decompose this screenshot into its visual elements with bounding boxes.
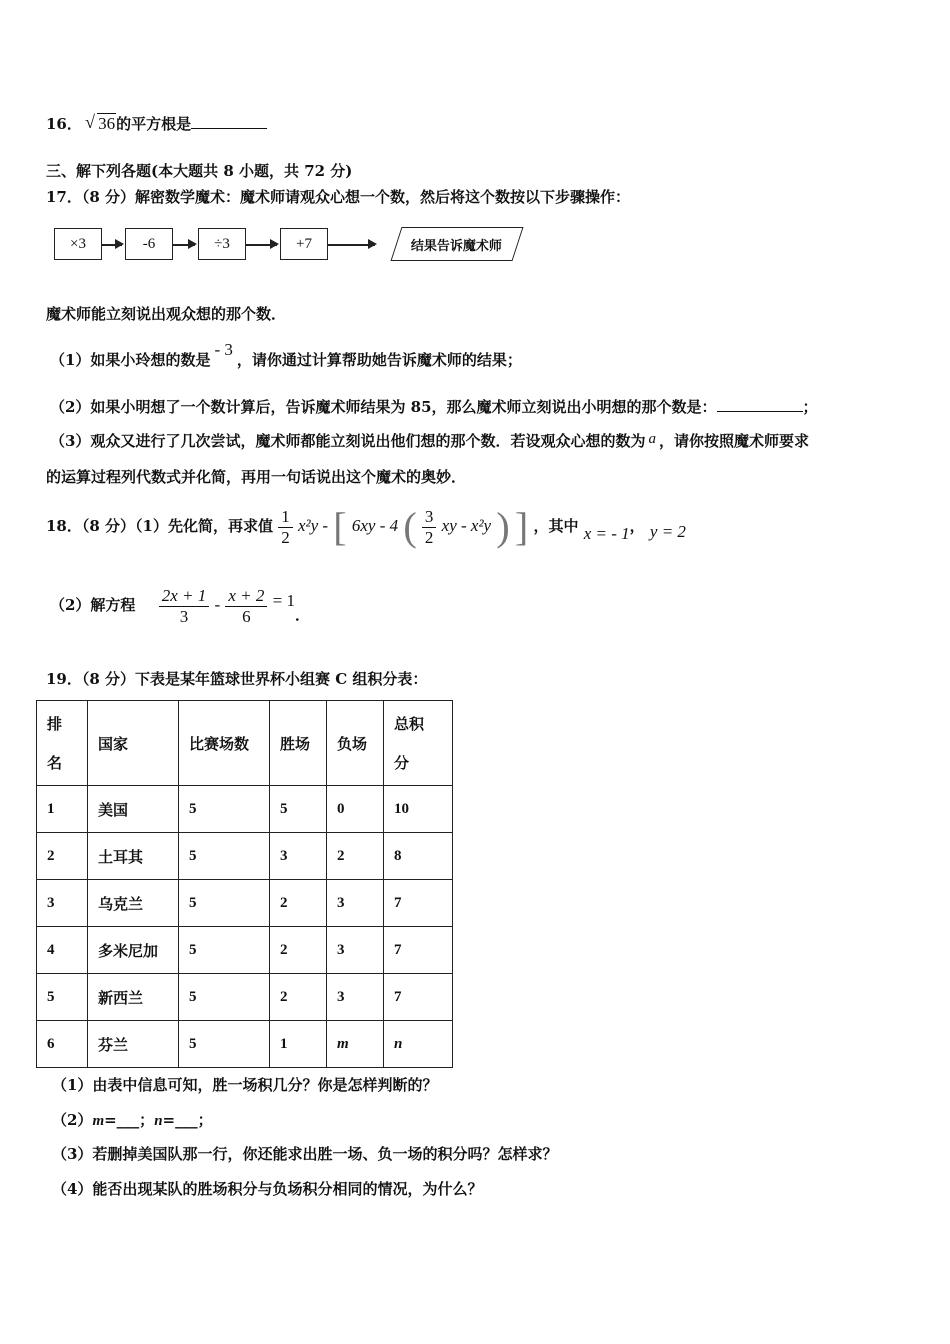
q17-part1-number: - 3: [214, 340, 233, 359]
flow-step-1: ×3: [54, 228, 102, 260]
q17-part1-text-a: （1）如果小玲想的数是: [50, 351, 211, 369]
table-header-row: [37, 701, 453, 786]
table-row: [37, 786, 453, 833]
cell-country: 芬兰: [88, 1021, 179, 1068]
eq-end: ．: [294, 606, 310, 624]
cell-games: 5: [179, 1021, 270, 1068]
eq-denominator-2: 6: [242, 606, 251, 626]
q17-part3-text-a: （3）观众又进行了几次尝试，魔术师都能立刻说出他们想的那个数．若设观众心想的数为: [50, 432, 646, 450]
table-row: [37, 927, 453, 974]
cell-rank: 6: [37, 1021, 88, 1068]
frac-32-numerator: 3: [422, 507, 437, 528]
sqrt-expression: [87, 113, 116, 135]
cell-country: 多米尼加: [88, 927, 179, 974]
flow-step-4: +7: [280, 228, 328, 260]
q17-part2: [50, 395, 818, 418]
right-bracket: ]: [514, 504, 529, 549]
q16-line: [46, 112, 267, 135]
cell-rank: 5: [37, 974, 88, 1021]
cell-games: 5: [179, 833, 270, 880]
q19-part1: （1）由表中信息可知，胜一场积几分？你是怎样判断的？: [52, 1076, 438, 1094]
q18-part2: [50, 583, 310, 627]
header-rank-line1: 排: [47, 715, 63, 733]
frac-32-denominator: 2: [424, 527, 434, 547]
header-rank: [37, 701, 88, 786]
q19-part2-m-blank: =___；: [104, 1111, 155, 1129]
q18-part1: [46, 504, 686, 549]
flow-result-label: 结果告诉魔术师: [411, 238, 503, 254]
cell-country: 新西兰: [88, 974, 179, 1021]
cell-losses: 0: [327, 786, 384, 833]
q19-part2-n-blank: =___；: [162, 1111, 213, 1129]
flow-arrow-4: [328, 244, 375, 246]
cell-losses: 3: [327, 880, 384, 927]
cell-wins: 2: [270, 927, 327, 974]
q17-part1: [50, 340, 522, 371]
cell-points: 8: [384, 833, 453, 880]
q17-part3: [50, 430, 809, 453]
eq-rhs: = 1: [272, 591, 295, 610]
cell-country: 美国: [88, 786, 179, 833]
q19-part2-n: n: [154, 1113, 163, 1129]
table-row: [37, 1021, 453, 1068]
cell-country: 乌克兰: [88, 880, 179, 927]
section3-title: 三、解下列各题(本大题共 8 小题，共 72 分): [46, 162, 353, 180]
q18-inner2: xy - x²y: [441, 516, 492, 535]
right-paren: ): [496, 504, 510, 549]
q19-part4: （4）能否出现某队的胜场积分与负场积分相同的情况，为什么？: [52, 1180, 483, 1198]
q17-part3-text-b: ，请你按照魔术师要求: [658, 432, 809, 450]
q19-part2-label: （2）: [52, 1111, 93, 1129]
cell-games: 5: [179, 786, 270, 833]
flow-arrow-2: [173, 244, 195, 246]
flow-step-2: -6: [125, 228, 173, 260]
cell-wins: 2: [270, 880, 327, 927]
header-points-line2: 分: [394, 754, 410, 772]
q18-where: ，其中: [533, 517, 579, 535]
q18-term1: x²y -: [297, 516, 329, 535]
q19-intro: 19．（8 分）下表是某年篮球世界杯小组赛 C 组积分表：: [46, 670, 428, 688]
cell-wins: 1: [270, 1021, 327, 1068]
q18-y-value: y = 2: [649, 522, 686, 541]
table-row: [37, 880, 453, 927]
flow-arrow-1: [102, 244, 122, 246]
cell-points-unknown: n: [384, 1021, 453, 1068]
flow-step-3: ÷3: [198, 228, 246, 260]
flow-arrow-3: [246, 244, 277, 246]
q18-part2-label: （2）解方程: [50, 596, 136, 614]
header-losses: 负场: [327, 701, 384, 786]
fraction-three-halves: [422, 507, 437, 548]
left-bracket: [: [333, 504, 347, 549]
cell-points: 7: [384, 927, 453, 974]
equation-fraction-right: [225, 586, 267, 627]
frac-half-denominator: 2: [281, 527, 290, 547]
fraction-one-half: [278, 507, 293, 548]
frac-half-numerator: 1: [278, 507, 293, 528]
q16-number: 16．: [46, 115, 82, 133]
q17-part2-text: （2）如果小明想了一个数计算后，告诉魔术师结果为 85，那么魔术师立刻说出小明想的那个数是：: [50, 398, 717, 416]
cell-rank: 3: [37, 880, 88, 927]
cell-losses: 3: [327, 974, 384, 1021]
q16-answer-blank: [191, 112, 267, 129]
q19-part2: [52, 1109, 213, 1132]
cell-country: 土耳其: [88, 833, 179, 880]
q17-statement: 魔术师能立刻说出观众想的那个数．: [46, 305, 287, 323]
cell-wins: 2: [270, 974, 327, 1021]
header-rank-line2: 名: [47, 754, 63, 772]
header-wins: 胜场: [270, 701, 327, 786]
q18-comma: ，: [629, 517, 645, 535]
cell-games: 5: [179, 880, 270, 927]
table-row: [37, 974, 453, 1021]
header-country: 国家: [88, 701, 179, 786]
standings-table: [36, 700, 453, 1068]
q19-part2-m: m: [92, 1113, 105, 1129]
cell-rank: 2: [37, 833, 88, 880]
q18-inner1: 6xy - 4: [351, 516, 399, 535]
cell-losses-unknown: m: [327, 1021, 384, 1068]
q17-part1-text-b: ，请你通过计算帮助她告诉魔术师的结果；: [236, 351, 522, 369]
q19-part3: （3）若删掉美国队那一行，你还能求出胜一场、负一场的积分吗？怎样求？: [52, 1145, 558, 1163]
eq-minus: -: [214, 595, 221, 614]
cell-points: 7: [384, 880, 453, 927]
left-paren: (: [403, 504, 417, 549]
equation-fraction-left: [159, 586, 210, 627]
cell-rank: 4: [37, 927, 88, 974]
q17-part3-cont: 的运算过程列代数式并化简，再用一句话说出这个魔术的奥妙．: [46, 468, 467, 486]
cell-wins: 3: [270, 833, 327, 880]
cell-games: 5: [179, 974, 270, 1021]
table-row: [37, 833, 453, 880]
q17-part2-answer-blank: [717, 395, 803, 412]
q18-part1-label: 18．（8 分）（1）先化简，再求值: [46, 517, 273, 535]
cell-rank: 1: [37, 786, 88, 833]
q17-part3-variable: a: [648, 431, 656, 447]
q16-text: 的平方根是: [116, 115, 192, 133]
header-points-line1: 总积: [394, 715, 425, 733]
eq-denominator-1: 3: [179, 606, 189, 626]
cell-wins: 5: [270, 786, 327, 833]
cell-losses: 2: [327, 833, 384, 880]
eq-numerator-1: 2x + 1: [159, 586, 210, 607]
header-points: [384, 701, 453, 786]
cell-points: 7: [384, 974, 453, 1021]
q18-x-value: x = - 1: [583, 524, 630, 543]
cell-losses: 3: [327, 927, 384, 974]
header-games: 比赛场数: [179, 701, 270, 786]
cell-points: 10: [384, 786, 453, 833]
sqrt-radicand: 36: [98, 114, 116, 133]
eq-numerator-2: x + 2: [225, 586, 267, 607]
q17-intro: 17．（8 分）解密数学魔术：魔术师请观众心想一个数，然后将这个数按以下步骤操作：: [46, 188, 631, 206]
cell-games: 5: [179, 927, 270, 974]
q17-part2-end: ；: [802, 398, 818, 416]
flow-result-box: [390, 227, 523, 261]
